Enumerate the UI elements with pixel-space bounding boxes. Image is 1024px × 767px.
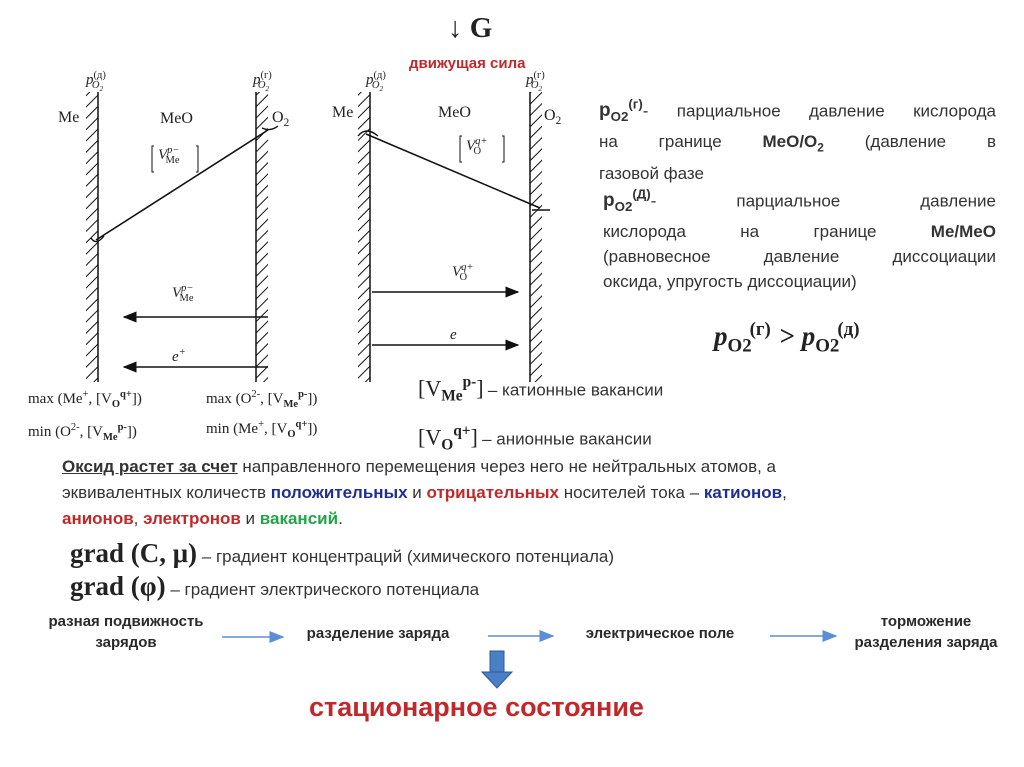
- right-flux-vacancy-label: $V^{q+}_O$: [452, 262, 474, 283]
- flow-step-inhibition: торможение разделения заряда: [854, 613, 998, 651]
- left-max-label: max (Me+, $[V_O^{q+}]$): [28, 389, 142, 410]
- left-p-metal-label: $p^{(д)}_{O_2}$: [86, 70, 106, 94]
- pg-def-line-1: $p_{O2}^{(г)}-$ парциальное давление кислорода: [599, 97, 996, 125]
- gradient-electric: grad (φ) – градиент электрического потенциала: [70, 571, 480, 601]
- right-gradient-line: [366, 134, 540, 208]
- right-max-label: $\max (O^{2-}$, $[V_{Me}^{p-}]$): [206, 389, 318, 410]
- right-min-label: min (Me+, $[V_O^{q+}]$): [206, 419, 318, 440]
- right-flux-electron-label: e: [450, 327, 457, 343]
- paragraph-line-1: Оксид растет за счет направленного перемещения через него не нейтральных атомов, а: [62, 457, 777, 476]
- flow-step-charge-separation: разделение заряда: [306, 625, 450, 642]
- down-arrow-icon: [482, 651, 512, 688]
- left-vacancy-box-label: $V^{p-}_{Me}$: [158, 145, 180, 166]
- right-vacancy-box-label: $V^{q+}_O$: [466, 136, 488, 157]
- left-gas-label: $O_2$: [272, 109, 290, 130]
- pd-def-line-3: (равновесное давление диссоциации: [603, 247, 996, 267]
- oxide-growth-paragraph: [62, 454, 962, 532]
- right-metal-label: Me: [332, 104, 354, 121]
- gibbs-letter: G: [469, 12, 493, 44]
- left-metal-label: Me: [58, 109, 80, 126]
- pressure-inequality: $p_{O2}^{(г)} > p_{O2}^{(д)}$: [714, 319, 860, 357]
- gibbs-header: [448, 12, 492, 45]
- paragraph-line-2: эквивалентных количеств положительных и отрицательных носителей тока – катионов,: [62, 483, 787, 502]
- left-flux-vacancy-label: $V^{p-}_{Me}$: [172, 283, 194, 304]
- cation-vacancies-line: $[V_{Me}^{p-}]$ – катионные вакансии: [418, 374, 664, 405]
- right-oxide-label: MeO: [438, 104, 471, 121]
- right-p-gas-label: $p^{(г)}_{O_2}$: [526, 70, 545, 94]
- flow-step-mobility: разная подвижность зарядов: [48, 613, 204, 651]
- right-gas-label: $O_2$: [544, 107, 562, 128]
- stationary-state-label: стационарное состояние: [309, 692, 644, 722]
- paragraph-line-3: анионов, электронов и вакансий.: [62, 509, 343, 528]
- flow-step-electric-field: электрическое поле: [585, 625, 735, 642]
- pg-def-line-3: газовой фазе: [599, 163, 704, 183]
- pd-def-line-1: $p_{O2}^{(Д)}-$ парциальное давление: [603, 187, 996, 215]
- left-oxide-label: MeO: [160, 110, 193, 127]
- driving-force-label: движущая сила: [409, 55, 526, 72]
- right-p-metal-label: $p^{(д)}_{O_2}$: [366, 70, 386, 94]
- left-flux-hole-label: e+: [172, 347, 186, 365]
- down-arrow-glyph-icon: ↓: [448, 12, 463, 44]
- pd-def-line-2: кислорода на границе Me/MeO: [603, 222, 996, 242]
- gradient-chemical: grad (C, μ) – градиент концентраций (химического потенциала): [70, 538, 615, 568]
- left-min-label: $\min (O^{2-}$, $[V_{Me}^{p-}]$): [28, 422, 137, 443]
- pg-definition: [599, 92, 996, 186]
- right-gas-wall: [530, 92, 542, 382]
- pd-def-line-4: оксида, упругость диссоциации): [603, 272, 857, 292]
- left-diagram: [86, 92, 278, 382]
- left-metal-wall: [86, 92, 98, 382]
- pd-definition: [603, 182, 996, 294]
- anion-vacancies-line: $[V_O^{q+}]$ – анионные вакансии: [418, 423, 652, 454]
- pg-def-line-2: на границе MeO/$O_2$ (давление в: [599, 132, 996, 155]
- left-p-gas-label: $p^{(г)}_{O_2}$: [253, 70, 272, 94]
- left-gas-wall: [256, 92, 268, 382]
